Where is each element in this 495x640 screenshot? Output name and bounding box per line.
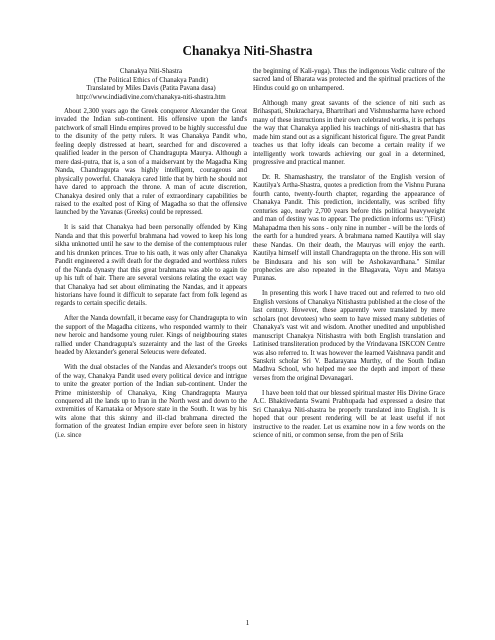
paragraph: Dr. R. Shamashastry, the translator of the English version of Kautilya's Artha-Shastra, quotes a prediction from the Vishnu Purana fourth canto, twenty-fourth chapter, regarding the appearance of Chanakya Pandit. This prediction, incidentally, was scribed fifty centuries ago, nearly 2,700 years before this political heavyweight and man of destiny was to appear. The prediction informs us: "(First) Mahapadma then his sons - only nine in number - will be the lords of the earth for a hundred years. A brahmana named Kautilya will slay these Nandas. On their death, the Mauryas will enjoy the earth. Kautilya himself will install Chandragupta on the throne. His son will be Bindusara and his son will be Ashokavardhana." Similar prophecies are also repeated in the Bhagavata, Vayu and Matsya Puranas. — [253, 173, 445, 283]
header-line-url[interactable]: http://www.indiadivine.com/chanakya-niti-shastra.htm — [76, 93, 226, 101]
right-column — [253, 68, 445, 447]
paragraph: the beginning of Kali-yuga). Thus the indigenous Vedic culture of the sacred land of Bharata was protected and the spiritual practices of the Hindus could go on unhampered. — [253, 68, 445, 92]
paragraph: With the dual obstacles of the Nandas and Alexander's troops out of the way, Chanakya Pandit used every political device and intrigue to unite the greater portion of the Indian sub-continent. Under the Prime ministership of Chanakya, King Chandragupta Maurya conquered all the lands up to Iran in the North west and down to the extremities of Karnataka or Mysore state in the South. It was by his wits alone that this skinny and ill-clad brahmana directed the formation of the greatest Indian empire ever before seen in history (i.e. since — [55, 364, 247, 439]
paragraph: In presenting this work I have traced out and referred to two old English versions of Chanakya Nitishastra published at the close of the last century. However, these apparently were translated by mere scholars (not devotees) who seem to have missed many subtleties of Chanakya's vast wit and wisdom. Another unedited and unpublished manuscript Chanakya Nitishastra with both English translation and Latinised transliteration produced by the Vrindavana ISKCON Centre was also referred to. It was however the learned Vaishnava pandit and Sanskrit scholar Sri V. Badarayana Murthy, of the South Indian Madhva School, who helped me see the depth and import of these verses from the original Devanagari. — [253, 290, 445, 382]
left-column — [55, 68, 247, 447]
header-line-title: Chanakya Niti-Shastra — [119, 68, 183, 75]
paragraph: Although many great savants of the science of niti such as Brihaspati, Shukracharya, Bhartrihari and Vishnusharma have echoed many of these instructions in their own celebrated works, it is perhaps the way that Chanakya applied his teachings of niti-shastra that has made him stand out as a significant historical figure. The great Pandit teaches us that lofty ideals can become a certain reality if we intelligently work towards achieving our goal in a determined, progressive and practical manner. — [253, 99, 445, 167]
header-block — [55, 68, 247, 102]
page-number: 1 — [245, 618, 250, 627]
paragraph: After the Nanda downfall, it became easy for Chandragupta to win the support of the Magadha citizens, who responded warmly to their new heroic and handsome young ruler. Kings of neighbouring states rallied under Chandragupta's suzerainty and the last of the Greeks headed by Alexander's general Seleucus were defeated. — [55, 315, 247, 357]
paragraph: About 2,300 years ago the Greek conqueror Alexander the Great invaded the Indian sub-continent. His offensive upon the land's patchwork of small Hindu empires proved to be highly successful due to the disunity of the petty rulers. It was Chanakya Pandit who, feeling deeply distressed at heart, searched for and discovered a qualified leader in the person of Chandragupta Maurya. Although a mere dasi-putra, that is, a son of a maidservant by the Magadha King Nanda, Chandragupta was highly intelligent, courageous and physically powerful. Chanakya cared little that by birth he should not have dared to approach the throne. A man of acute discretion, Chanakya desired only that a ruler of extraordinary capabilities be raised to the exalted post of King of Magadha so that the offensive launched by the Yavanas (Greeks) could be repressed. — [55, 108, 247, 217]
header-line-translator: Translated by Miles Davis (Patita Pavana dasa) — [86, 85, 216, 92]
paragraph: I have been told that our blessed spiritual master His Divine Grace A.C. Bhaktivedanta Swami Prabhupada had expressed a desire that Sri Chanakya Niti-shastra be properly translated into English. It is hoped that our present rendering will be at least useful if not instructive to the reader. Let us examine now in a few words on the science of niti, or common sense, from the pen of Srila — [253, 389, 445, 440]
paragraph: It is said that Chanakya had been personally offended by King Nanda and that this powerful brahmana had vowed to keep his long sikha unknotted until he saw to the demise of the contemptuous ruler and his drunken princes. True to his oath, it was only after Chanakya Pandit engineered a swift death for the degraded and worthless rulers of the Nanda dynasty that this great brahmana was able to again tie up his tuft of hair. There are several versions relating the exact way that Chanakya had set about eliminating the Nandas, and it appears historians have found it difficult to separate fact from folk legend as regards to certain specific details. — [55, 224, 247, 308]
page-title: Chanakya Niti-Shastra — [182, 43, 313, 58]
header-line-subtitle: (The Political Ethics of Chanakya Pandit) — [93, 76, 209, 84]
